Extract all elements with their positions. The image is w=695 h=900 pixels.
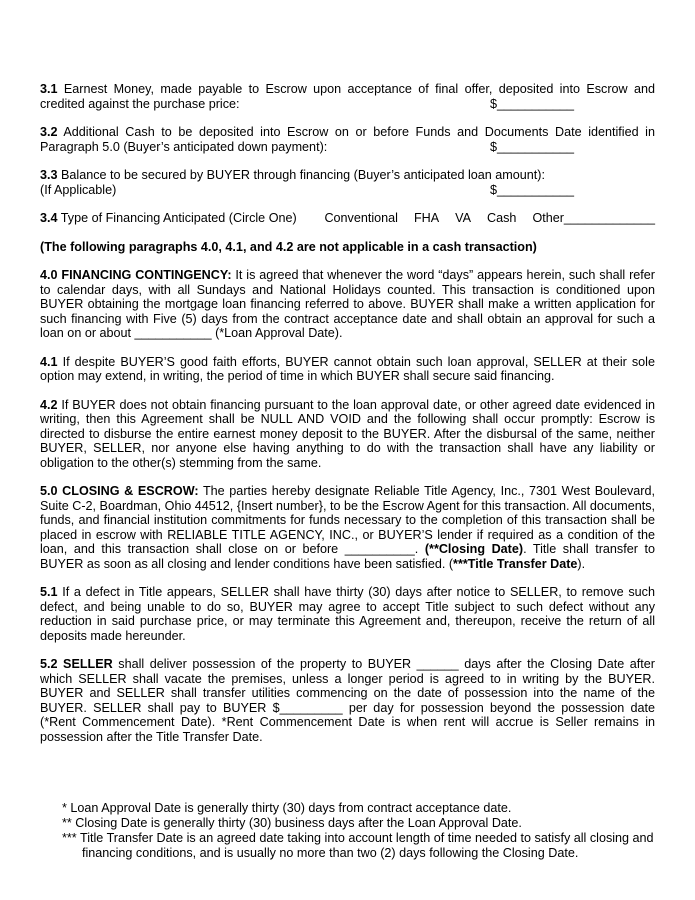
contract-page	[40, 82, 655, 758]
closing-date-label: (**Closing Date)	[424, 542, 524, 556]
section-text: credited against the purchase price:	[40, 96, 240, 111]
footnotes	[62, 801, 662, 861]
footnote-loan-approval: * Loan Approval Date is generally thirty (30) days from contract acceptance date.	[62, 801, 512, 815]
section-text: Balance to be secured by BUYER through financing (Buyer’s anticipated loan amount):	[57, 168, 545, 182]
section-number: 4.1	[40, 354, 58, 369]
section-text: ).	[577, 556, 586, 571]
footnote-closing-date: ** Closing Date is generally thirty (30) business days after the Loan Approval Date.	[62, 816, 522, 830]
section-3-1	[40, 82, 655, 111]
section-heading: 4.0 FINANCING CONTINGENCY:	[40, 268, 232, 282]
section-text: . Title shall transfer to BUYER as soon as all closing and lender conditions have been satisfied. (	[40, 542, 655, 571]
section-text: If a defect in Title appears, SELLER shall have thirty (30) days after notice to SELLER, to remove such defect, and being unable to do so, BUYER may agree to accept Title subject to such defect without any reduction in said purchase price, or may terminate this Agreement and, thereupon, receive the return of all deposits made hereunder.	[40, 585, 655, 643]
section-heading: 5.2 SELLER	[40, 657, 113, 671]
section-text: (If Applicable)	[40, 182, 117, 197]
financing-option-fha[interactable]: FHA	[413, 211, 440, 225]
footnote-title-transfer: *** Title Transfer Date is an agreed date taking into account length of time needed to satisfy all closing and financing conditions, and is usually no more than two (2) days following the Closing Date.	[62, 831, 654, 860]
section-text: If BUYER does not obtain financing pursuant to the loan approval date, or other agreed date evidenced in writing, then this Agreement shall be NULL AND VOID and the following shall occur promptly: Escrow is directed to disburse the entire earnest money deposit to the BUYER. After the disbursal of the same, neither BUYER, SELLER, nor anyone else having anything to do with the transaction shall have any liability or obligation to the other(s) stemming from the same.	[40, 397, 655, 470]
section-number: 3.1	[40, 82, 58, 96]
section-3-4	[40, 211, 655, 226]
title-transfer-date-label: ***Title Transfer Date	[453, 556, 578, 571]
section-4-2	[40, 398, 655, 471]
section-text: Paragraph 5.0 (Buyer’s anticipated down payment):	[40, 139, 328, 154]
section-4-0	[40, 268, 655, 341]
cash-transaction-note: (The following paragraphs 4.0, 4.1, and 4.2 are not applicable in a cash transaction)	[40, 239, 537, 254]
financing-option-other-field[interactable]: Other_____________	[532, 211, 655, 225]
section-text: Earnest Money, made payable to Escrow upon acceptance of final offer, deposited into Escrow and	[57, 82, 655, 96]
section-3-3	[40, 168, 655, 197]
section-number: 3.2	[40, 125, 58, 139]
section-text: Additional Cash to be deposited into Escrow on or before Funds and Documents Date identified in	[57, 125, 655, 139]
section-number: 5.1	[40, 585, 58, 599]
section-text: If despite BUYER’S good faith efforts, BUYER cannot obtain such loan approval, SELLER at their sole option may extend, in writing, the period of time in which BUYER shall secure said financing.	[40, 354, 655, 383]
loan-amount-field[interactable]: $___________	[490, 182, 575, 197]
financing-type-label: 3.4 Type of Financing Anticipated (Circle One)	[40, 211, 297, 225]
section-number: 3.3	[40, 168, 58, 182]
section-3-2	[40, 125, 655, 154]
section-text: It is agreed that whenever the word “days” appears herein, such shall refer to calendar days, with all Sundays and National Holidays counted. This transaction is conditioned upon BUYER obtaining the mortgage loan financing referred to above. BUYER shall make a written application for such financing with Five (5) days from the contract acceptance date and shall obtain an approval for such a loan on or about ___________ (*Loan Approval Date).	[40, 268, 655, 340]
section-5-1	[40, 585, 655, 643]
section-heading: 5.0 CLOSING & ESCROW:	[40, 484, 199, 498]
section-number: 4.2	[40, 397, 58, 412]
section-5-2	[40, 657, 655, 744]
section-text: The parties hereby designate Reliable Title Agency, Inc., 7301 West Boulevard, Suite C-2, Boardman, Ohio 44512, {Insert number}, to be the Escrow Agent for this transaction. All documents, funds, and financial institution commitments for funds necessary to the completion of this transaction shall be placed in escrow with RELIABLE TITLE AGENCY, INC., or BUYER’S lender if required as a condition of the loan, and this transaction shall close on or before __________.	[40, 484, 655, 556]
financing-option-va[interactable]: VA	[455, 211, 472, 225]
financing-option-conventional[interactable]: Conventional	[324, 211, 398, 225]
section-4-1	[40, 355, 655, 384]
financing-option-cash[interactable]: Cash	[487, 211, 517, 225]
section-5-0	[40, 484, 655, 571]
additional-cash-amount-field[interactable]: $___________	[490, 139, 575, 154]
section-text: shall deliver possession of the property to BUYER ______ days after the Closing Date after which SELLER shall vacate the premises, unless a longer period is agreed to in writing by the BUYER. BUYER and SELLER shall transfer utilities commencing on the date of possession into the name of the BUYER. SELLER shall pay to BUYER $_________ per day for possession beyond the possession date (*Rent Commencement Date). *Rent Commencement Date is when rent will accrue is Seller remains in possession after the Title Transfer Date.	[40, 657, 656, 744]
earnest-money-amount-field[interactable]: $___________	[490, 96, 575, 111]
